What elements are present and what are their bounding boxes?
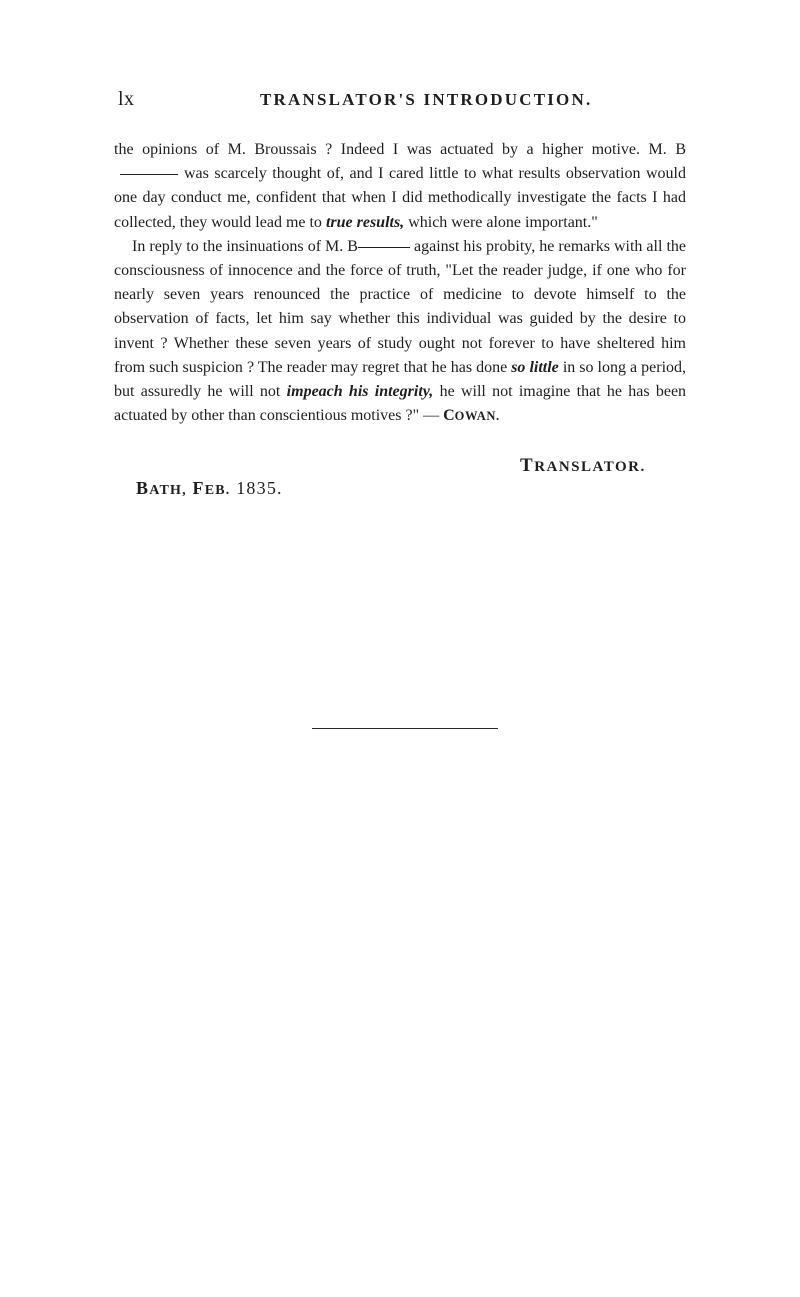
italic-phrase-so-little: so little (511, 358, 559, 376)
paragraph-1-text-b: was scarcely thought of, and I cared little to what results observation would one day conduct me, confident that when I did methodically investigate the facts I had collected, they would lead me to (114, 165, 686, 231)
italic-phrase-impeach: impeach his integrity, (286, 383, 434, 401)
signature-initial: T (520, 455, 535, 476)
cowan-initial: C (443, 407, 455, 425)
running-head: TRANSLATOR'S INTRODUCTION. (260, 90, 593, 109)
place-date (136, 478, 283, 499)
end-rule (312, 728, 498, 729)
paragraph-1-text-a: the opinions of M. Broussais ? Indeed I was actuated by a higher motive. M. B (114, 141, 686, 158)
place-rest: ATH, (149, 483, 187, 498)
month-initial: F (192, 478, 205, 498)
cowan-rest: OWAN. (454, 409, 500, 424)
page-header (0, 88, 800, 114)
signature (520, 455, 646, 477)
place-initial: B (136, 478, 150, 498)
year: 1835. (236, 478, 283, 498)
body-text (114, 138, 686, 428)
omission-dash (120, 174, 178, 175)
signature-rest: RANSLATOR. (534, 459, 646, 475)
paragraph-2-text-d: in so long a period, but assuredly he will not (114, 358, 687, 401)
month-rest: EB. (204, 483, 231, 498)
omission-dash (358, 247, 410, 248)
paragraph-2 (114, 235, 686, 429)
italic-phrase-true-results: true results, (325, 213, 405, 231)
paragraph-1 (114, 138, 686, 235)
paragraph-2-text-a: In reply to the insinuations of M. B (132, 237, 358, 255)
paragraph-2-text-b: against his probity, he remarks with all the consciousness of innocence and the force of truth, "Let the reader judge, if one who for nearly seven years renounced the practice of medicine to devote himself to the observation of facts, let him say whether this individual was guided by the desire to invent ? Whether these seven years of study ought not forever to have sheltered him from such suspicion ? The reader may regret that he has done (114, 237, 686, 376)
page-number: lx (118, 88, 135, 110)
paragraph-2-text-f: he will not imagine that he has been actuated by other than conscientious motives ?" — (114, 383, 687, 425)
paragraph-1-text-d: which were alone important." (408, 213, 598, 231)
